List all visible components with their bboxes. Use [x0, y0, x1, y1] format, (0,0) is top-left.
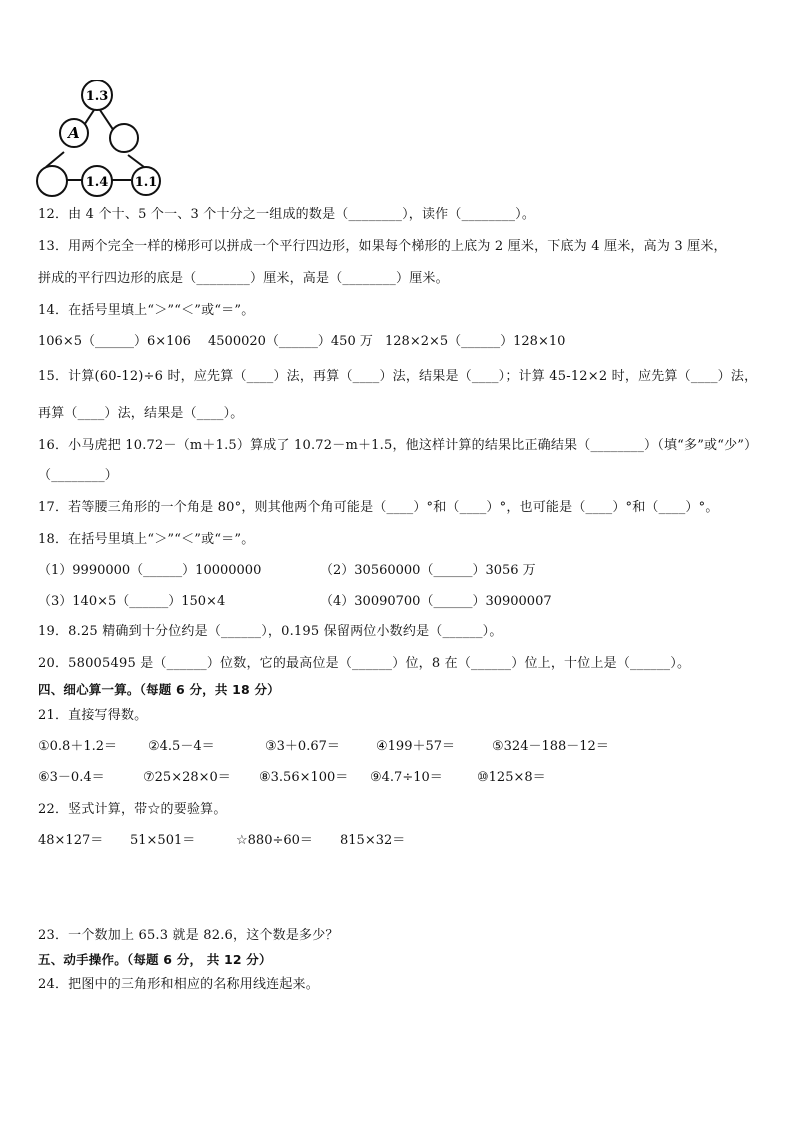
question-15-line-1: 15．计算(60-12)÷6 时，应先算（____）法，再算（____）法，结果是（____）；计算 45-12×2 时，应先算（____）法， [38, 369, 758, 384]
q21-problem-4: ④199＋57＝ [376, 739, 456, 754]
q21-problem-3: ③3＋0.67＝ [265, 739, 340, 754]
section-4-heading: 四、细心算一算。（每题 6 分，共 18 分） [38, 682, 280, 697]
question-14-item-2: 4500020（______）450 万 [208, 334, 373, 349]
question-20: 20．58005495 是（______）位数，它的最高位是（______）位，8 在（______）位上，十位上是（______）。 [38, 656, 691, 671]
circle-top [82, 80, 112, 110]
circle-right-mid [110, 124, 138, 152]
question-23: 23．一个数加上 65.3 就是 82.6，这个数是多少？ [38, 928, 339, 943]
circle-bottom-right [132, 167, 160, 195]
question-17: 17．若等腰三角形的一个角是 80°，则其他两个角可能是（____）°和（____）°，也可能是（____）°和（____）°。 [38, 500, 719, 515]
section-5-heading: 五、动手操作。（每题 6 分， 共 12 分） [38, 952, 272, 967]
circle-left-mid-label: A [68, 124, 80, 142]
question-24: 24．把图中的三角形和相应的名称用线连起来。 [38, 977, 319, 992]
question-12: 12．由 4 个十、5 个一、3 个十分之一组成的数是（________），读作（________）。 [38, 207, 536, 222]
q21-problem-1: ①0.8＋1.2＝ [38, 739, 118, 754]
q21-problem-10: ⑩125×8＝ [477, 770, 546, 785]
question-18-item-3: （3）140×5（______）150×4 [38, 594, 226, 609]
q21-problem-2: ②4.5－4＝ [148, 739, 215, 754]
question-14-item-3: 128×2×5（______）128×10 [385, 334, 566, 349]
question-18-item-4: （4）30090700（______）30900007 [320, 594, 552, 609]
question-19: 19．8.25 精确到十分位约是（______），0.195 保留两位小数约是（______）。 [38, 624, 503, 639]
q21-problem-8: ⑧3.56×100＝ [259, 770, 349, 785]
question-14-stem: 14．在括号里填上“＞”“＜”或“＝”。 [38, 303, 255, 318]
question-15-line-2: 再算（____）法，结果是（____）。 [38, 406, 244, 421]
circle-bottom-right-label: 1.1 [134, 175, 158, 190]
question-16-line-1: 16．小马虎把 10.72－（m＋1.5）算成了 10.72－m＋1.5，他这样计算的结果比正确结果（________）（填“多”或“少”） [38, 438, 758, 453]
q21-problem-5: ⑤324－188－12＝ [492, 739, 609, 754]
circle-top-label: 1.3 [85, 89, 109, 104]
q22-problem-3: ☆880÷60＝ [236, 833, 313, 848]
question-18-item-1: （1）9990000（______）10000000 [38, 563, 262, 578]
number-triangle-figure [36, 80, 166, 198]
q21-problem-9: ⑨4.7÷10＝ [370, 770, 443, 785]
q22-problem-4: 815×32＝ [340, 833, 406, 848]
question-13-line-1: 13．用两个完全一样的梯形可以拼成一个平行四边形，如果每个梯形的上底为 2 厘米，下底为 4 厘米，高为 3 厘米， [38, 239, 727, 254]
question-16-line-2: （________） [38, 468, 118, 483]
question-21-stem: 21．直接写得数。 [38, 708, 148, 723]
question-22-stem: 22．竖式计算，带☆的要验算。 [38, 802, 227, 817]
q21-problem-7: ⑦25×28×0＝ [143, 770, 231, 785]
circle-bottom-left [37, 166, 67, 196]
q22-problem-2: 51×501＝ [130, 833, 196, 848]
circle-bottom-mid-label: 1.4 [85, 175, 109, 190]
question-18-stem: 18．在括号里填上“＞”“＜”或“＝”。 [38, 532, 255, 547]
question-13-line-2: 拼成的平行四边形的底是（________）厘米，高是（________）厘米。 [38, 271, 449, 286]
question-14-item-1: 106×5（______）6×106 [38, 334, 191, 349]
q21-problem-6: ⑥3－0.4＝ [38, 770, 105, 785]
q22-problem-1: 48×127＝ [38, 833, 104, 848]
circle-bottom-mid [82, 166, 112, 196]
question-18-item-2: （2）30560000（______）3056 万 [320, 563, 536, 578]
circle-left-mid [60, 119, 88, 147]
